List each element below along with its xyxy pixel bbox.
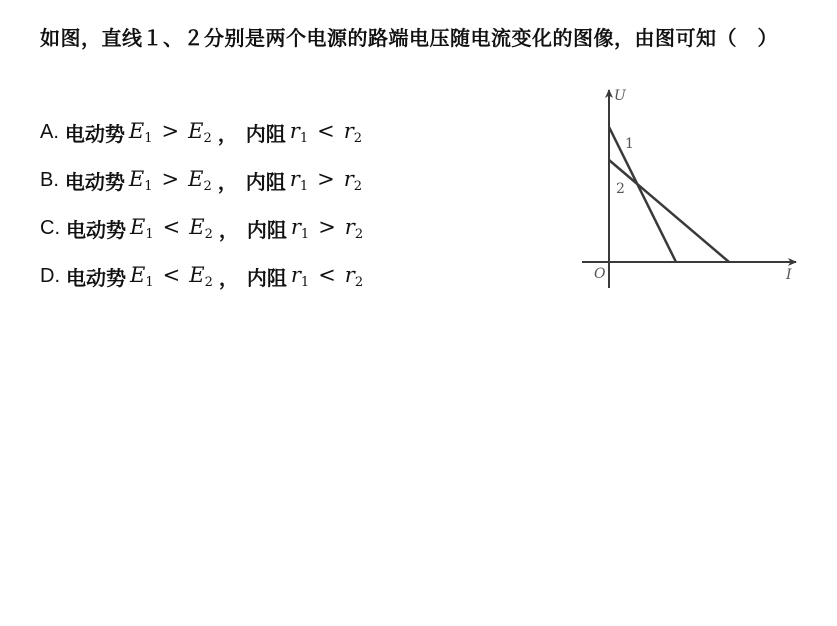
option-a[interactable] xyxy=(40,108,560,156)
resistance-rhs: r xyxy=(344,262,355,287)
emf-rhs-sub: 2 xyxy=(204,226,213,242)
ui-graph-svg xyxy=(576,80,806,295)
resistance-rhs-sub: 2 xyxy=(353,130,363,146)
question-text: 如图，直线１、２分别是两个电源的路端电压随电流变化的图像，由图可知（ ） xyxy=(40,26,778,50)
emf-relation-symbol: < xyxy=(162,214,181,239)
option-letter: B. xyxy=(40,168,59,191)
resistance-lhs-sub: 1 xyxy=(300,226,310,242)
line-2-label: 2 xyxy=(616,181,625,197)
resistance-term: 内阻 xyxy=(245,169,286,194)
resistance-relation-symbol: < xyxy=(317,118,335,143)
resistance-rhs: r xyxy=(344,214,355,239)
resistance-relation xyxy=(291,263,363,290)
resistance-rhs-sub: 2 xyxy=(354,274,364,290)
emf-term: 电动势 xyxy=(64,121,125,146)
option-letter: A. xyxy=(40,120,59,143)
emf-rhs-sub: 2 xyxy=(204,274,213,290)
emf-rhs: E xyxy=(188,118,204,143)
resistance-relation-symbol: > xyxy=(318,214,336,239)
resistance-lhs-sub: 1 xyxy=(299,130,309,146)
resistance-lhs: r xyxy=(290,262,301,287)
option-comma: ， xyxy=(217,121,238,146)
resistance-term: 内阻 xyxy=(246,265,287,290)
emf-relation-symbol: > xyxy=(161,118,180,143)
options-list xyxy=(40,108,560,300)
emf-relation-symbol: > xyxy=(161,166,180,191)
option-letter: C. xyxy=(40,216,60,239)
resistance-term: 内阻 xyxy=(245,121,286,146)
resistance-lhs-sub: 1 xyxy=(299,178,309,194)
option-c[interactable] xyxy=(40,204,560,252)
option-d[interactable] xyxy=(40,252,560,300)
emf-relation-symbol: < xyxy=(162,262,181,287)
emf-lhs-sub: 1 xyxy=(144,178,153,194)
emf-term: 电动势 xyxy=(66,265,126,290)
emf-lhs-sub: 1 xyxy=(145,226,154,242)
resistance-rhs: r xyxy=(343,166,354,191)
emf-rhs-sub: 2 xyxy=(203,130,212,146)
emf-lhs: E xyxy=(128,118,145,143)
line-1-label: 1 xyxy=(625,136,634,152)
ui-graph-figure xyxy=(576,80,806,295)
resistance-lhs-sub: 1 xyxy=(300,274,310,290)
resistance-rhs-sub: 2 xyxy=(354,226,364,242)
emf-term: 电动势 xyxy=(64,169,125,194)
origin-label: O xyxy=(594,266,606,282)
resistance-lhs: r xyxy=(289,118,300,143)
option-comma: ， xyxy=(218,265,239,290)
x-axis-label: I xyxy=(786,267,792,283)
resistance-lhs: r xyxy=(289,166,300,191)
option-letter: D. xyxy=(40,264,60,287)
resistance-lhs: r xyxy=(290,214,301,239)
emf-lhs: E xyxy=(128,166,145,191)
y-axis-label: U xyxy=(614,88,626,104)
emf-rhs-sub: 2 xyxy=(203,178,212,194)
emf-rhs: E xyxy=(189,214,205,239)
option-comma: ， xyxy=(217,169,238,194)
question-stem xyxy=(40,22,800,54)
emf-lhs: E xyxy=(130,214,146,239)
resistance-relation-symbol: > xyxy=(317,166,335,191)
resistance-relation xyxy=(291,215,363,242)
emf-relation xyxy=(130,215,213,242)
emf-relation xyxy=(130,263,213,290)
option-b[interactable] xyxy=(40,156,560,204)
emf-rhs: E xyxy=(188,166,204,191)
option-comma: ， xyxy=(218,217,239,242)
emf-term: 电动势 xyxy=(66,217,126,242)
resistance-term: 内阻 xyxy=(246,217,287,242)
resistance-rhs-sub: 2 xyxy=(353,178,363,194)
emf-relation xyxy=(129,119,212,146)
resistance-relation xyxy=(290,167,362,194)
emf-lhs-sub: 1 xyxy=(144,130,153,146)
emf-lhs-sub: 1 xyxy=(145,274,154,290)
resistance-rhs: r xyxy=(343,118,354,143)
emf-rhs: E xyxy=(189,262,205,287)
emf-lhs: E xyxy=(130,262,146,287)
resistance-relation xyxy=(290,119,362,146)
emf-relation xyxy=(129,167,212,194)
resistance-relation-symbol: < xyxy=(318,262,336,287)
